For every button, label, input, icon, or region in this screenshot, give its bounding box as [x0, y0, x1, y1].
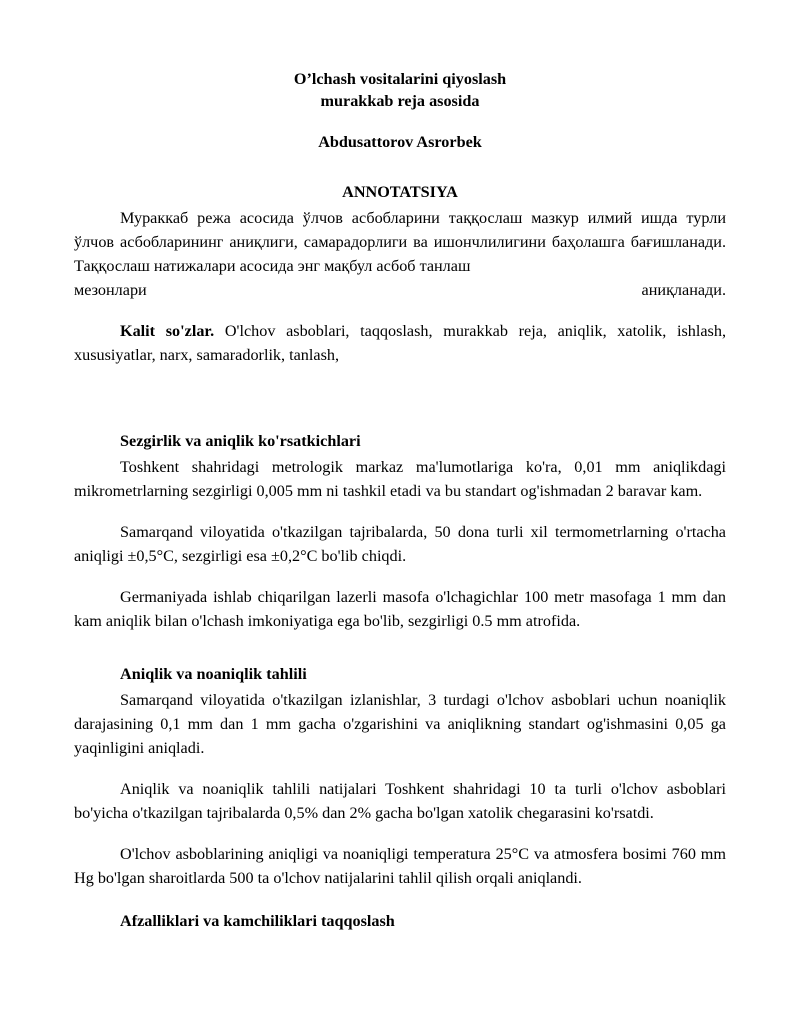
section-2-paragraph-2: Aniqlik va noaniqlik tahlili natijalari Toshkent shahridagi 10 ta turli o'lchov asboblari bo'yicha o'tkazilgan tajribalarda 0,5% dan 2% gacha bo'lgan xatolik chegarasini ko'rsatdi. — [74, 780, 726, 822]
page-content — [74, 60, 726, 933]
paper-title-line-1: O’lchash vositalarini qiyoslash — [293, 70, 507, 88]
section-1-paragraph-1: Toshkent shahridagi metrologik markaz ma'lumotlariga ko'ra, 0,01 mm aniqlikdagi mikrometrlarning sezgirligi 0,005 mm ni tashkil etadi va bu standart og'ishmadan 2 baravar kam. — [74, 458, 726, 500]
abstract-text — [74, 206, 726, 278]
abstract-text-last-line: мезонлари аниқланади. — [74, 281, 726, 299]
paper-title-line-2: murakkab reja asosida — [320, 92, 480, 110]
section-heading-accuracy: Aniqlik va noaniqlik tahlili — [120, 665, 307, 683]
section-heading-sensitivity: Sezgirlik va aniqlik ko'rsatkichlari — [120, 432, 361, 450]
abstract-text-main: Мураккаб режа асосида ўлчов асбобларини таққослаш мазкур илмий ишда турли ўлчов асбобларининг аниқлиги, самарадорлиги ва ишончлилигини баҳолашга бағишланади. Таққослаш натижалари асосида энг мақбул асбоб танлаш — [74, 209, 726, 275]
section-1-paragraph-3: Germaniyada ishlab chiqarilgan lazerli masofa o'lchagichlar 100 metr masofaga 1 mm dan kam aniqlik bilan o'lchash imkoniyatiga ega bo'lib, sezgirligi 0.5 mm atrofida. — [74, 588, 726, 630]
author-name: Abdusattorov Asrorbek — [318, 133, 482, 151]
section-1-paragraph-2: Samarqand viloyatida o'tkazilgan tajribalarda, 50 dona turli xil termometrlarning o'rtacha aniqligi ±0,5°C, sezgirligi esa ±0,2°C bo'lib chiqdi. — [74, 523, 726, 565]
keywords-label: Kalit so'zlar. — [120, 322, 215, 340]
paper-title — [74, 68, 726, 112]
keywords-text: O'lchov asboblari, taqqoslash, murakkab reja, aniqlik, xatolik, ishlash, xususiyatlar, narx, samaradorlik, tanlash, — [74, 322, 726, 364]
section-2-paragraph-3: O'lchov asboblarining aniqligi va noaniqligi temperatura 25°C va atmosfera bosimi 760 mm Hg bo'lgan sharoitlarda 500 ta o'lchov natijalarini tahlil qilish orqali aniqlandi. — [74, 845, 726, 887]
abstract-heading: ANNOTATSIYA — [342, 183, 458, 201]
section-2-paragraph-1: Samarqand viloyatida o'tkazilgan izlanishlar, 3 turdagi o'lchov asboblari uchun noaniqlik darajasining 0,1 mm dan 1 mm gacha o'zgarishini va aniqlikning standart og'ishmasini 0,05 ga yaqinligini aniqladi. — [74, 691, 726, 757]
section-heading-advantages: Afzalliklari va kamchiliklari taqqoslash — [120, 912, 395, 930]
keywords-paragraph — [74, 319, 726, 367]
